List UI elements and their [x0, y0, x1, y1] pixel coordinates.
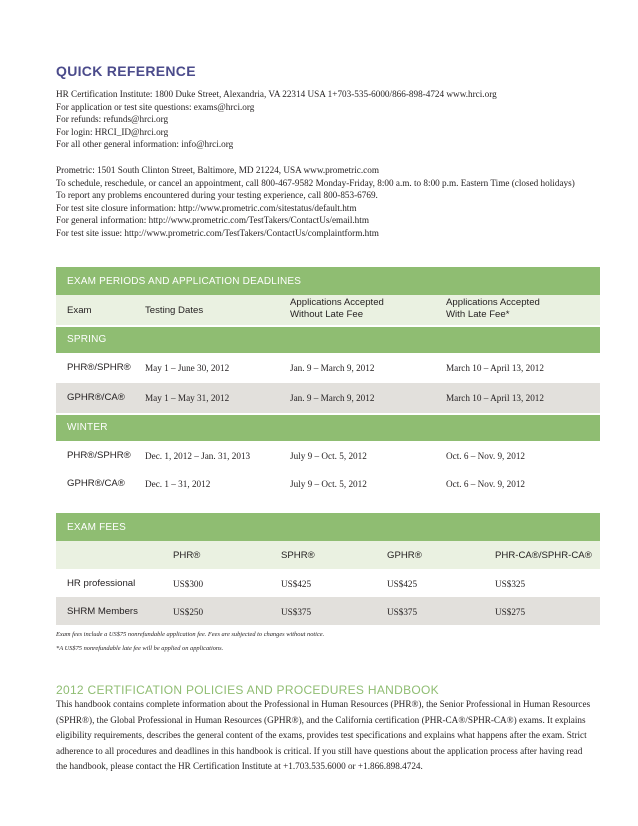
deadlines-table — [56, 267, 600, 487]
exam-name: PHR®/SPHR® — [67, 362, 131, 373]
fee-col-gphr: GPHR® — [387, 550, 422, 561]
late-fee-note: *A US$75 nonrefundable late fee will be applied on applications. — [56, 645, 224, 652]
hrci-line: For login: HRCI_ID@hrci.org — [56, 126, 169, 137]
exam-name: GPHR®/CA® — [67, 478, 125, 489]
handbook-line: eligibility requirements, describes the general content of the exams, provides test specifications and explains what happens after the exam. Strict — [56, 730, 587, 741]
col-without-late-fee-line1: Applications Accepted — [290, 297, 384, 308]
fees-header-bar — [56, 513, 600, 541]
fee-row-label: HR professional — [67, 578, 136, 589]
fee-value: US$275 — [495, 607, 526, 617]
col-without-late-fee-line2: Without Late Fee — [290, 309, 364, 320]
fees-column-headers — [56, 541, 600, 569]
prometric-line: To schedule, reschedule, or cancel an appointment, call 800-467-9582 Monday-Friday, 8:00 a.m. to 8:00 p.m. Eastern Time (closed holidays) — [56, 177, 575, 188]
fee-col-phr: PHR® — [173, 550, 201, 561]
fee-value: US$375 — [281, 607, 312, 617]
handbook-line: adherence to all procedures and deadlines in this handbook is critical. If you still have questions about the application process after having read — [56, 745, 583, 756]
winter-label: WINTER — [67, 422, 108, 433]
fee-value: US$300 — [173, 579, 204, 589]
hrci-line: For refunds: refunds@hrci.org — [56, 114, 169, 125]
fee-col-phr-ca: PHR-CA®/SPHR-CA® — [495, 550, 592, 561]
col-with-late-fee-line2: With Late Fee* — [446, 309, 510, 320]
winter-section-bar — [56, 413, 600, 441]
testing-dates: May 1 – June 30, 2012 — [145, 363, 230, 373]
deadline-late-fee: March 10 – April 13, 2012 — [446, 363, 544, 373]
hrci-line: HR Certification Institute: 1800 Duke Street, Alexandria, VA 22314 USA 1+703-535-6000/866-898-4724 www.hrci.org — [56, 89, 497, 99]
prometric-line: Prometric: 1501 South Clinton Street, Baltimore, MD 21224, USA www.prometric.com — [56, 165, 379, 175]
fee-value: US$250 — [173, 607, 204, 617]
table-row — [56, 353, 600, 383]
col-exam: Exam — [67, 305, 92, 316]
handbook-paragraph — [56, 697, 604, 775]
deadlines-header-bar — [56, 267, 600, 295]
prometric-line: For general information: http://www.prometric.com/TestTakers/ContactUs/email.htm — [56, 215, 369, 226]
deadline-late-fee: Oct. 6 – Nov. 9, 2012 — [446, 479, 526, 489]
deadlines-column-headers — [56, 295, 600, 325]
handbook-line: (SPHR®), the Global Professional in Human Resources (GPHR®), and the California certification (PHR-CA®/SPHR-CA®) exams. It explains — [56, 714, 586, 725]
handbook-line: the handbook, please contact the HR Certification Institute at +1.703.535.6000 or +1.866.898.4724. — [56, 761, 423, 772]
deadlines-title: EXAM PERIODS AND APPLICATION DEADLINES — [67, 276, 302, 287]
col-without-late-fee — [290, 297, 384, 321]
fee-row-label: SHRM Members — [67, 606, 138, 617]
testing-dates: Dec. 1 – 31, 2012 — [145, 479, 211, 489]
fee-value: US$425 — [281, 579, 312, 589]
handbook-line: This handbook contains complete information about the Professional in Human Resources (PHR®), the Senior Professional in Human Resources — [56, 699, 591, 709]
fee-value: US$425 — [387, 579, 418, 589]
hrci-line: For all other general information: info@hrci.org — [56, 139, 234, 150]
spring-label: SPRING — [67, 334, 107, 345]
fee-value: US$375 — [387, 607, 418, 617]
testing-dates: May 1 – May 31, 2012 — [145, 393, 230, 403]
fee-col-sphr: SPHR® — [281, 550, 315, 561]
table-row — [56, 383, 600, 413]
prometric-line: To report any problems encountered during your testing experience, call 800-853-6769. — [56, 190, 378, 201]
col-testing-dates: Testing Dates — [145, 305, 204, 316]
fee-value: US$325 — [495, 579, 526, 589]
spring-section-bar — [56, 325, 600, 353]
testing-dates: Dec. 1, 2012 – Jan. 31, 2013 — [145, 451, 251, 461]
col-with-late-fee — [446, 297, 540, 321]
deadline-no-late-fee: Jan. 9 – March 9, 2012 — [290, 363, 375, 373]
exam-name: GPHR®/CA® — [67, 392, 125, 403]
exam-name: PHR®/SPHR® — [67, 450, 131, 461]
prometric-line: For test site issue: http://www.prometric.com/TestTakers/ContactUs/complaintform.htm — [56, 227, 379, 238]
prometric-contact-block — [56, 164, 575, 240]
fees-table — [56, 513, 600, 625]
table-row — [56, 569, 600, 597]
table-row — [56, 597, 600, 625]
deadline-late-fee: March 10 – April 13, 2012 — [446, 393, 544, 403]
prometric-line: For test site closure information: http://www.prometric.com/sitestatus/default.htm — [56, 202, 357, 213]
hrci-contact-block — [56, 88, 497, 151]
table-row — [56, 441, 600, 471]
hrci-line: For application or test site questions: exams@hrci.org — [56, 101, 255, 112]
table-row — [56, 471, 600, 499]
deadline-no-late-fee: July 9 – Oct. 5, 2012 — [290, 451, 367, 461]
handbook-title: 2012 CERTIFICATION POLICIES AND PROCEDURES HANDBOOK — [56, 683, 439, 697]
fees-title: EXAM FEES — [67, 522, 127, 533]
page-title: QUICK REFERENCE — [56, 63, 196, 79]
col-with-late-fee-line1: Applications Accepted — [446, 297, 540, 308]
deadline-no-late-fee: July 9 – Oct. 5, 2012 — [290, 479, 367, 489]
deadline-late-fee: Oct. 6 – Nov. 9, 2012 — [446, 451, 526, 461]
fees-note: Exam fees include a US$75 nonrefundable application fee. Fees are subjected to changes without notice. — [56, 631, 325, 638]
deadline-no-late-fee: Jan. 9 – March 9, 2012 — [290, 393, 375, 403]
